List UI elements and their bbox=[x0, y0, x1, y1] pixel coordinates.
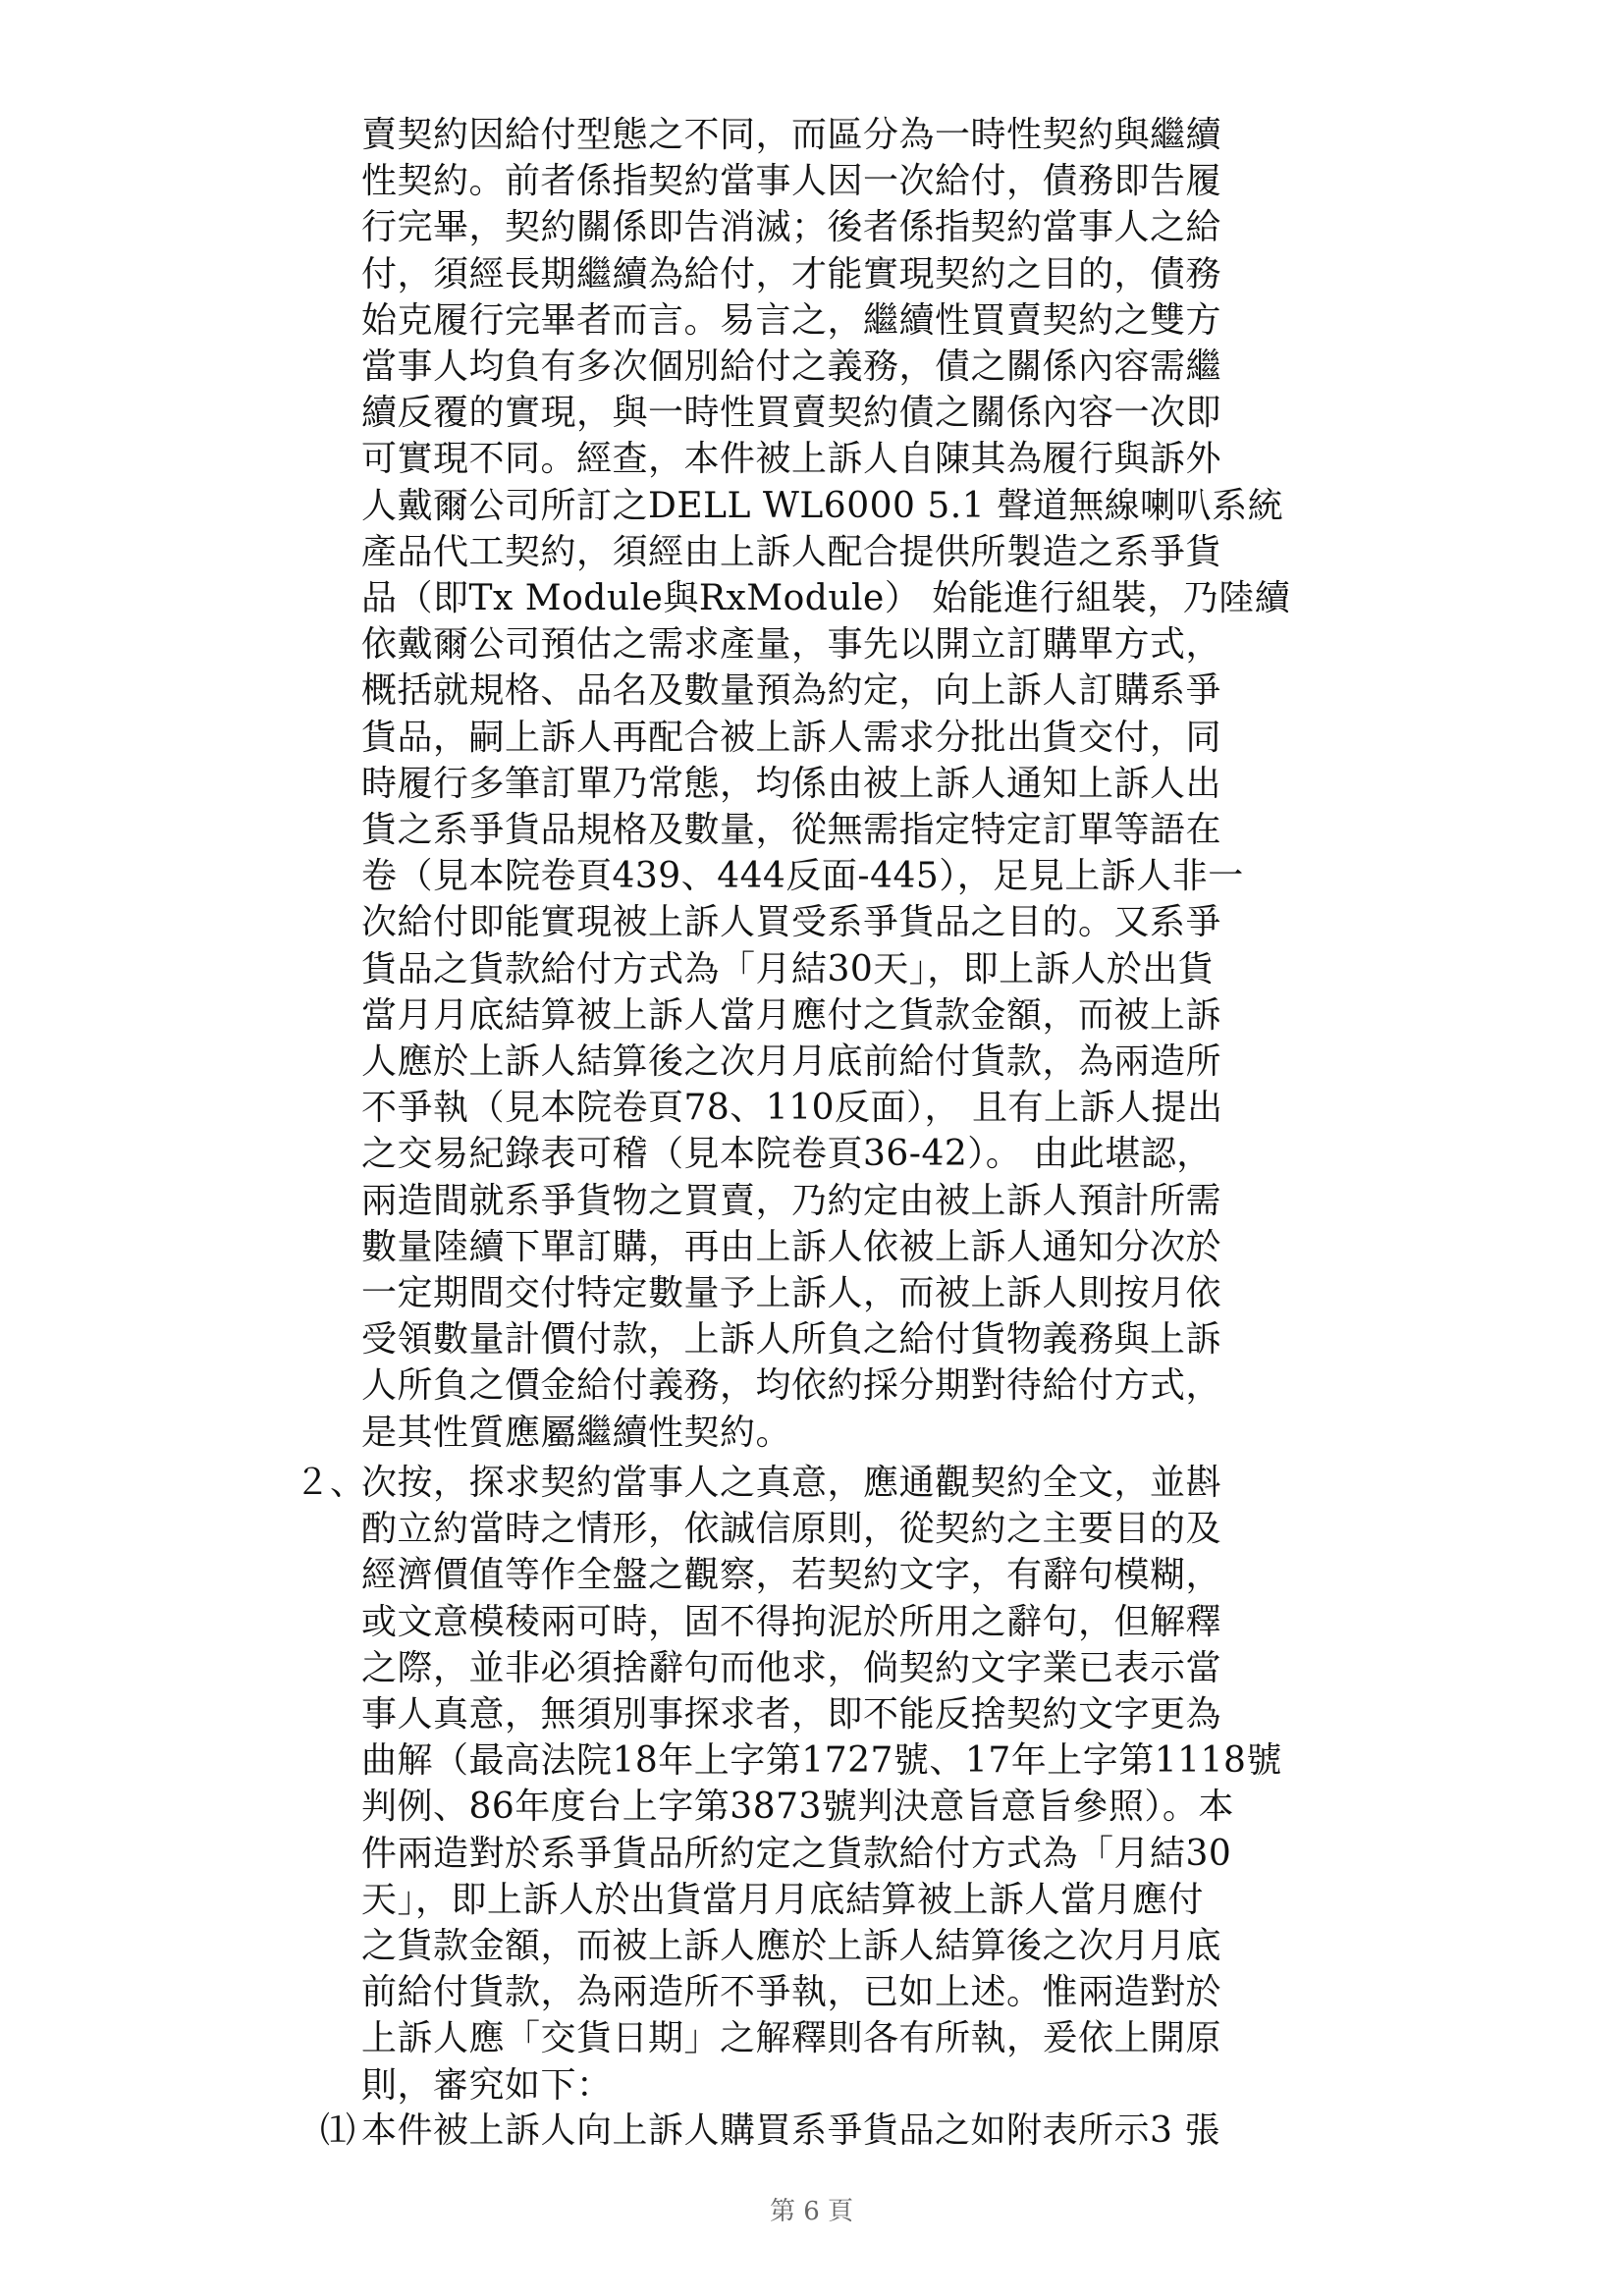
text-line: 件兩造對於系爭貨品所約定之貨款給付方式為「月結30 bbox=[361, 1834, 1232, 1874]
text-line: 貨品之貨款給付方式為「月結30天」，即上訴人於出貨 bbox=[361, 949, 1215, 989]
text-line: 兩造間就系爭貨物之買賣，乃約定由被上訴人預計所需 bbox=[361, 1181, 1222, 1221]
text-line: 依戴爾公司預估之需求產量，事先以開立訂購單方式， bbox=[361, 624, 1222, 665]
page-number: 第 6 頁 bbox=[769, 2197, 854, 2226]
text-line: 性契約。前者係指契約當事人因一次給付，債務即告履 bbox=[361, 161, 1222, 201]
text-line: 次按，探求契約當事人之真意，應通觀契約全文，並斟 bbox=[361, 1463, 1222, 1503]
text-line: 當事人均負有多次個別給付之義務，債之關係內容需繼 bbox=[361, 347, 1222, 387]
paragraph-3-marker: ⑴ bbox=[320, 2110, 356, 2151]
text-line: 前給付貨款，為兩造所不爭執，已如上述。惟兩造對於 bbox=[361, 1972, 1222, 2012]
text-line: 判例、86年度台上字第3873號判決意旨意旨參照）。本 bbox=[361, 1787, 1234, 1827]
text-line: 付，須經長期繼續為給付，才能實現契約之目的，債務 bbox=[361, 254, 1222, 294]
text-line: 當月月底結算被上訴人當月應付之貨款金額，而被上訴 bbox=[361, 995, 1222, 1036]
text-line: 始克履行完畢者而言。易言之，繼續性買賣契約之雙方 bbox=[361, 300, 1222, 341]
text-line: 受領數量計價付款，上訴人所負之給付貨物義務與上訴 bbox=[361, 1319, 1222, 1360]
text-line: 或文意模稜兩可時，固不得拘泥於所用之辭句，但解釋 bbox=[361, 1602, 1222, 1642]
text-line: 本件被上訴人向上訴人購買系爭貨品之如附表所示3 張 bbox=[361, 2110, 1220, 2151]
text-line: 是其性質應屬繼續性契約。 bbox=[361, 1413, 792, 1453]
text-line: 可實現不同。經查，本件被上訴人自陳其為履行與訴外 bbox=[361, 439, 1222, 479]
text-line: 產品代工契約，須經由上訴人配合提供所製造之系爭貨 bbox=[361, 532, 1222, 572]
text-line: 之交易紀錄表可稽（見本院卷頁36-42）。 由此堪認， bbox=[361, 1134, 1213, 1174]
text-line: 酌立約當時之情形，依誠信原則，從契約之主要目的及 bbox=[361, 1509, 1222, 1549]
text-line: 曲解（最高法院18年上字第1727號、17年上字第1118號 bbox=[361, 1740, 1282, 1781]
text-line: 人戴爾公司所訂之DELL WL6000 5.1 聲道無線喇叭系統 bbox=[361, 486, 1284, 526]
text-line: 則，審究如下： bbox=[361, 2065, 613, 2106]
text-line: 之際，並非必須捨辭句而他求，倘契約文字業已表示當 bbox=[361, 1648, 1222, 1688]
text-line: 續反覆的實現，與一時性買賣契約債之關係內容一次即 bbox=[361, 393, 1222, 433]
text-line: 貨之系爭貨品規格及數量，從無需指定特定訂單等語在 bbox=[361, 810, 1222, 850]
text-line: 貨品，嗣上訴人再配合被上訴人需求分批出貨交付，同 bbox=[361, 718, 1222, 758]
text-line: 之貨款金額，而被上訴人應於上訴人結算後之次月月底 bbox=[361, 1926, 1222, 1966]
text-line: 數量陸續下單訂購，再由上訴人依被上訴人通知分次於 bbox=[361, 1227, 1222, 1267]
paragraph-2-marker: ２、 bbox=[295, 1463, 366, 1503]
text-line: 賣契約因給付型態之不同，而區分為一時性契約與繼續 bbox=[361, 115, 1222, 155]
text-line: 人應於上訴人結算後之次月月底前給付貨款，為兩造所 bbox=[361, 1041, 1222, 1082]
text-line: 天」，即上訴人於出貨當月月底結算被上訴人當月應付 bbox=[361, 1880, 1205, 1920]
text-line: 時履行多筆訂單乃常態，均係由被上訴人通知上訴人出 bbox=[361, 764, 1222, 804]
text-line: 概括就規格、品名及數量預為約定，向上訴人訂購系爭 bbox=[361, 670, 1222, 711]
text-line: 次給付即能實現被上訴人買受系爭貨品之目的。又系爭 bbox=[361, 902, 1222, 942]
text-line: 上訴人應「交貨日期」之解釋則各有所執，爰依上開原 bbox=[361, 2018, 1222, 2058]
text-line: 事人真意，無須別事探求者，即不能反捨契約文字更為 bbox=[361, 1694, 1222, 1735]
text-line: 行完畢，契約關係即告消滅；後者係指契約當事人之給 bbox=[361, 207, 1222, 247]
text-line: 品（即Tx Module與RxModule） 始能進行組裝，乃陸續 bbox=[361, 578, 1291, 618]
text-line: 不爭執（見本院卷頁78、110反面）， 且有上訴人提出 bbox=[361, 1088, 1223, 1128]
text-line: 一定期間交付特定數量予上訴人，而被上訴人則按月依 bbox=[361, 1273, 1222, 1313]
text-line: 人所負之價金給付義務，均依約採分期對待給付方式， bbox=[361, 1365, 1222, 1406]
text-line: 卷（見本院卷頁439、444反面-445），足見上訴人非一 bbox=[361, 856, 1244, 896]
text-line: 經濟價值等作全盤之觀察，若契約文字，有辭句模糊， bbox=[361, 1555, 1222, 1595]
